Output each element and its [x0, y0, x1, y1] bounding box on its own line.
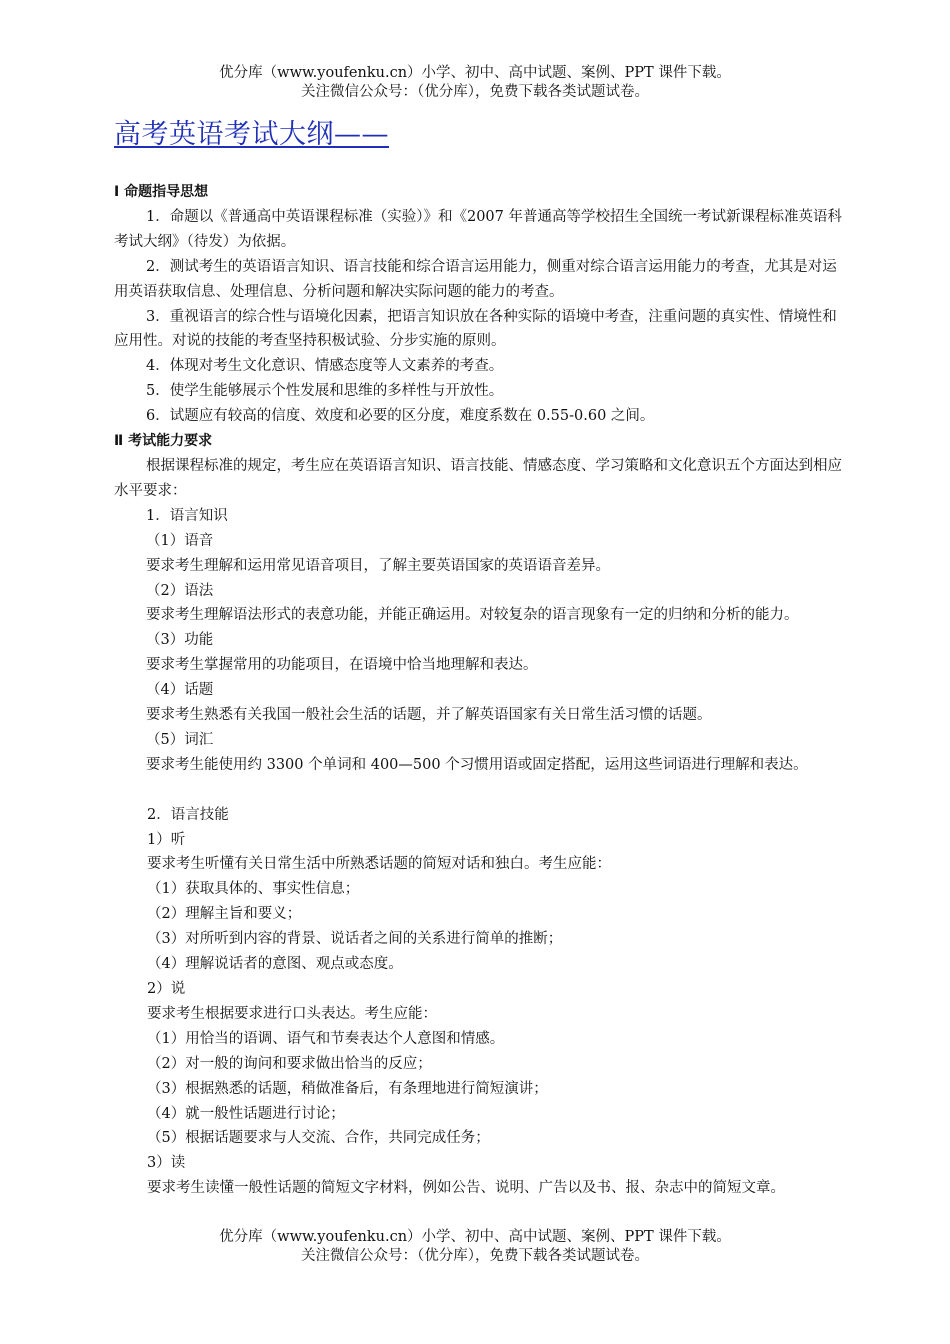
listening-point-3: （3）对所听到内容的背景、说话者之间的关系进行简单的推断；: [147, 931, 563, 948]
section-1-heading: Ⅰ 命题指导思想: [114, 184, 209, 200]
knowledge-label-grammar: （2）语法: [146, 582, 214, 599]
section-1-item-6: 6．试题应有较高的信度、效度和必要的区分度，难度系数在 0.55-0.60 之间。: [146, 408, 655, 425]
knowledge-title: 1．语言知识: [146, 507, 228, 524]
footer-line-1: 优分库（www.youfenku.cn）小学、初中、高中试题、案例、PPT 课件下载。: [219, 1229, 731, 1245]
listening-label: 1）听: [147, 831, 186, 848]
section-1-item-1: 1．命题以《普通高中英语课程标准（实验）》和《2007 年普通高等学校招生全国统一考试新课程标准英语科考试大纲》（待发）为依据。: [114, 208, 842, 250]
speaking-point-4: （4）就一般性话题进行讨论；: [147, 1105, 345, 1122]
listening-point-4: （4）理解说话者的意图、观点或态度。: [147, 956, 403, 973]
footer-line-2: 关注微信公众号：（优分库），免费下载各类试题试卷。: [301, 1248, 649, 1264]
knowledge-text-grammar: 要求考生理解语法形式的表意功能，并能正确运用。对较复杂的语言现象有一定的归纳和分析的能力。: [146, 607, 799, 624]
page-footer: [0, 1228, 950, 1266]
knowledge-label-function: （3）功能: [146, 632, 214, 649]
knowledge-text-function: 要求考生掌握常用的功能项目，在语境中恰当地理解和表达。: [146, 657, 538, 674]
listening-text: 要求考生听懂有关日常生活中所熟悉话题的简短对话和独白。考生应能：: [147, 856, 611, 873]
paragraph-gap: [114, 778, 850, 803]
knowledge-text-phonetics: 要求考生理解和运用常见语音项目，了解主要英语国家的英语语音差异。: [146, 557, 610, 574]
listening-point-1: （1）获取具体的、事实性信息；: [147, 881, 360, 898]
section-1-item-2: 2．测试考生的英语语言知识、语言技能和综合语言运用能力，侧重对综合语言运用能力的考查，尤其是对运用英语获取信息、处理信息、分析问题和解决实际问题的能力的考查。: [114, 258, 837, 300]
speaking-point-2: （2）对一般的询问和要求做出恰当的反应；: [147, 1055, 432, 1072]
skills-title: 2．语言技能: [147, 806, 229, 823]
knowledge-text-vocabulary: 要求考生能使用约 3300 个单词和 400—500 个习惯用语或固定搭配，运用这些词语进行理解和表达。: [146, 756, 808, 773]
speaking-point-1: （1）用恰当的语调、语气和节奏表达个人意图和情感。: [147, 1030, 505, 1047]
section-2-intro: 根据课程标准的规定，考生应在英语语言知识、语言技能、情感态度、学习策略和文化意识五个方面达到相应水平要求：: [114, 457, 842, 499]
knowledge-label-vocabulary: （5）词汇: [146, 731, 214, 748]
reading-text: 要求考生读懂一般性话题的简短文字材料，例如公告、说明、广告以及书、报、杂志中的简短文章。: [147, 1180, 785, 1197]
reading-label: 3）读: [147, 1155, 186, 1172]
speaking-point-5: （5）根据话题要求与人交流、合作，共同完成任务；: [147, 1130, 490, 1147]
speaking-point-3: （3）根据熟悉的话题，稍做准备后，有条理地进行简短演讲；: [147, 1080, 548, 1097]
section-1-item-3: 3．重视语言的综合性与语境化因素，把语言知识放在各种实际的语境中考查，注重问题的真实性、情境性和应用性。对说的技能的考查坚持积极试验、分步实施的原则。: [114, 308, 837, 350]
header-line-1: 优分库（www.youfenku.cn）小学、初中、高中试题、案例、PPT 课件下载。: [219, 65, 731, 81]
section-1-item-5: 5．使学生能够展示个性发展和思维的多样性与开放性。: [146, 383, 504, 400]
header-line-2: 关注微信公众号：（优分库），免费下载各类试题试卷。: [301, 84, 649, 100]
knowledge-label-phonetics: （1）语音: [146, 532, 214, 549]
speaking-label: 2）说: [147, 980, 186, 997]
listening-point-2: （2）理解主旨和要义；: [147, 906, 302, 923]
document-title[interactable]: 高考英语考试大纲——: [114, 119, 389, 150]
section-2-heading: Ⅱ 考试能力要求: [114, 433, 213, 450]
page-header: [0, 64, 950, 102]
speaking-text: 要求考生根据要求进行口头表达。考生应能：: [147, 1005, 437, 1022]
knowledge-text-topic: 要求考生熟悉有关我国一般社会生活的话题，并了解英语国家有关日常生活习惯的话题。: [146, 707, 712, 724]
document-body: [114, 180, 850, 1201]
section-1-item-4: 4．体现对考生文化意识、情感态度等人文素养的考查。: [146, 358, 504, 375]
knowledge-label-topic: （4）话题: [146, 682, 214, 699]
